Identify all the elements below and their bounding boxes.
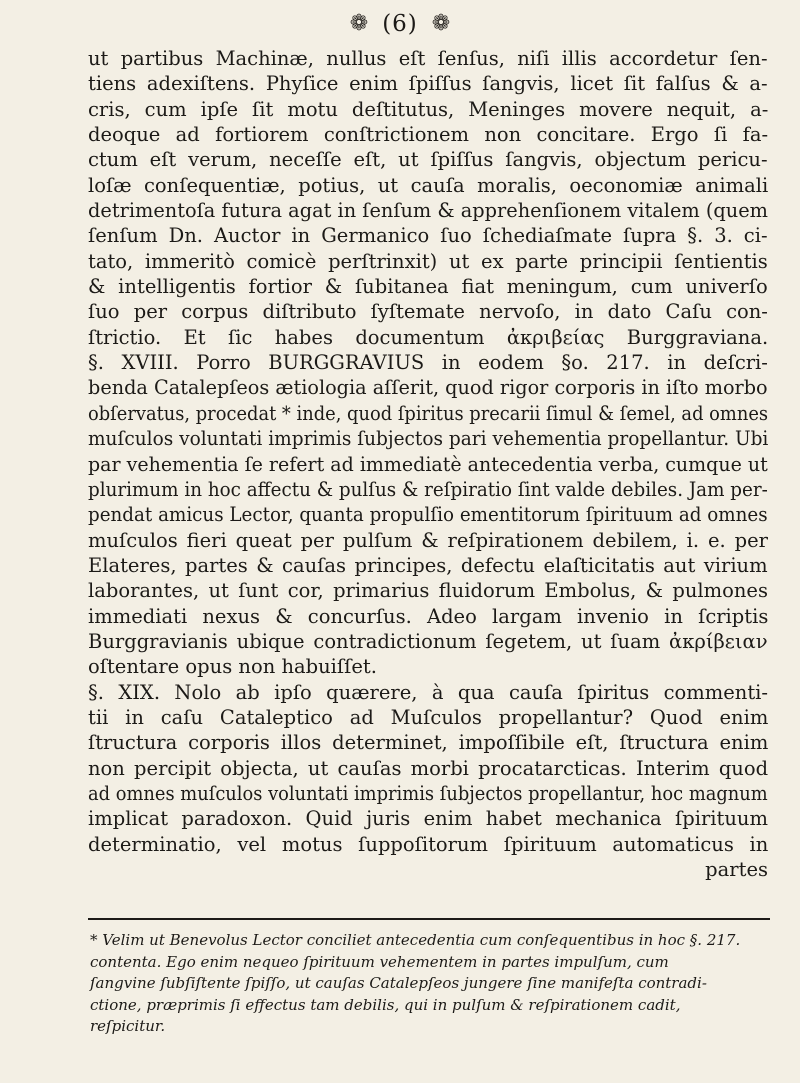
text-line: tiens adexiſtens. Phyſice enim ſpiſſus ſangvis, licet ſit falſus & a- [88,72,768,96]
text-line: cris, cum ipſe ſit motu deſtitutus, Meninges movere nequit, a- [88,97,769,121]
footnote-divider [88,918,770,920]
text-line: Burggravianis ubique contradictionum ſegetem, ut ſuam ἀκρίβειαν [88,629,768,653]
text-line: ſtrictio. Et ſic habes documentum ἀκριβείας Burggraviana. [88,325,769,349]
text-line: par vehementia ſe refert ad immediatè antecedentia verba, cumque ut [88,452,768,476]
page-number: (6) [382,11,418,37]
text-line: muſculos fieri queat per pulſum & reſpirationem debilem, i. e. per [88,528,768,552]
text-line: benda Catalepſeos ætiologia aſſerit, quod rigor corporis in iſto morbo [88,376,768,400]
text-line: tii in caſu Cataleptico ad Muſculos propellantur? Quod enim [88,705,769,729]
main-text [88,46,768,882]
text-line: ut partibus Machinæ, nullus eſt ſenſus, niſi illis accordetur ſen- [88,47,768,70]
fleuron-icon-right: ❁ [431,11,451,36]
text-line: implicat paradoxon. Quid juris enim habet mechanica ſpirituum [88,807,768,831]
text-line: oſtentare opus non habuiſſet. [88,655,377,679]
text-line: & intelligentis fortior & ſubitanea fiat meningum, cum univerſo [88,275,768,299]
text-line: obſervatus, procedat * inde, quod ſpiritus precarii ſimul & ſemel, ad omnes [88,401,769,425]
footnote-line: ſangvine ſubſiſtente ſpiſſo, ut cauſas Catalepſeos jungere ſine manifeſta contradi- [90,974,707,992]
text-line: ſtructura corporis illos determinet, impoſſibile eſt, ſtructura enim [88,731,769,755]
text-line: ſenſum Dn. Auctor in Germanico ſuo ſchediaſmate ſupra §. 3. ci- [88,224,768,248]
footnote-line: contenta. Ego enim nequeo ſpirituum vehementem in partes impulſum, cum [90,952,669,971]
text-line: §. XVIII. Porro BURGGRAVIUS in eodem §o. 217. in deſcri- [88,351,768,375]
text-line: tato, immeritò comicè perſtrinxit) ut ex parte principii ſentientis [88,249,768,273]
text-line: determinatio, vel motus ſuppoſitorum ſpirituum automaticus in [88,832,769,856]
text-line: immediati nexus & concurſus. Adeo largam invenio in ſcriptis [88,604,769,628]
footnote-line: ctione, præprimis ſi effectus tam debilis, qui in pulſum & reſpirationem cadit, [90,995,681,1014]
text-line: laborantes, ut ſunt cor, primarius fluidorum Embolus, & pulmones [88,579,768,603]
footnote-line: * Velim ut Benevolus Lector conciliet antecedentia cum conſequentibus in hoc §. 217. [90,931,741,949]
text-line: non percipit objecta, ut cauſas morbi procatarcticas. Interim quod [88,756,769,780]
text-line: detrimentoſa futura agat in ſenſum & apprehenſionem vitalem (quem [88,199,768,223]
page-header [0,8,800,40]
text-line: plurimum in hoc affectu & pulſus & reſpiratio ſint valde debiles. Jam per- [88,477,768,501]
footnote-line: reſpicitur. [90,1017,166,1035]
text-line: pendat amicus Lector, quanta propulſio ementitorum ſpirituum ad omnes [88,503,768,527]
text-line: ctum eſt verum, neceſſe eſt, ut ſpiſſus ſangvis, objectum pericu- [88,148,768,172]
text-line: Elateres, partes & cauſas principes, defectu elaſticitatis aut virium [88,553,768,577]
text-line: ad omnes muſculos voluntati imprimis ſubjectos propellantur, hoc magnum [88,781,768,805]
fleuron-icon-left: ❁ [349,11,369,36]
text-line: partes [705,858,768,881]
text-line: §. XIX. Nolo ab ipſo quærere, à qua cauſa ſpiritus commenti- [88,680,768,704]
text-line: deoque ad fortiorem conſtrictionem non concitare. Ergo ſi fa- [88,123,769,147]
footnote [90,930,770,1038]
text-line: ſuo per corpus diſtributo ſyſtemate nervoſo, in dato Caſu con- [88,300,768,324]
text-line: muſculos voluntati imprimis ſubjectos pari vehementia propellantur. Ubi [88,427,769,451]
text-line: loſæ conſequentiæ, potius, ut cauſa moralis, oeconomiæ animali [88,173,769,197]
